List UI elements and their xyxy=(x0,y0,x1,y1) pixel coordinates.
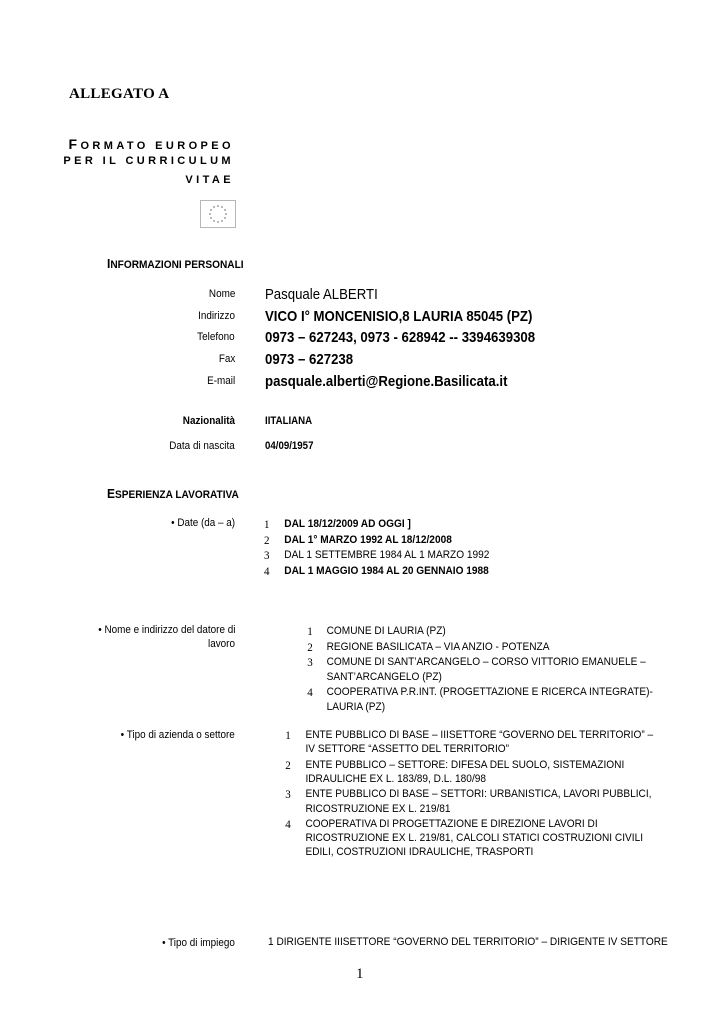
label-employer-line-1: • Nome e indirizzo del datore di xyxy=(97,624,235,636)
list-item-text: DAL 18/12/2009 AD OGGI ] xyxy=(284,518,411,530)
label-sector: • Tipo di azienda o settore xyxy=(120,729,235,741)
value-indirizzo: VICO I° MONCENISIO,8 LAURIA 85045 (PZ) xyxy=(265,308,533,325)
label-employer-line-2: lavoro xyxy=(208,638,235,650)
value-fax: 0973 – 627238 xyxy=(265,351,354,368)
list-item-text: RICOSTRUZIONE EX L. 219/81 xyxy=(305,802,451,815)
value-nome: Pasquale ALBERTI xyxy=(265,286,378,303)
eu-flag-icon xyxy=(200,200,236,228)
section-work-experience: ESPERIENZA LAVORATIVA xyxy=(107,486,239,501)
list-item-text: ENTE PUBBLICO – SETTORE: DIFESA DEL SUOLO, SISTEMAZIONI xyxy=(305,758,625,771)
value-email[interactable]: pasquale.alberti@Regione.Basilicata.it xyxy=(265,373,508,390)
cv-title-rest: ORMATO EUROPEO xyxy=(80,140,234,152)
list-item-number: 4 xyxy=(307,685,313,699)
list-item-number: 3 xyxy=(285,787,291,802)
cv-title-line-2: PER IL CURRICULUM xyxy=(63,155,234,167)
label-data-nascita: Data di nascita xyxy=(169,440,235,452)
list-item-number: 4 xyxy=(285,816,291,831)
list-item-text: COMUNE DI SANT’ARCANGELO – CORSO VITTORIO EMANUELE – xyxy=(326,656,646,668)
list-item-number: 2 xyxy=(285,757,291,772)
list-item-number: 3 xyxy=(307,655,313,669)
list-item-text: IV SETTORE “ASSETTO DEL TERRITORIO” xyxy=(305,743,510,756)
label-telefono: Telefono xyxy=(197,331,235,343)
value-telefono: 0973 – 627243, 0973 - 628942 -- 3394639308 xyxy=(265,329,536,346)
list-item-text: IDRAULICHE EX L. 183/89, D.L. 180/98 xyxy=(305,772,487,785)
value-nazionalita: IITALIANA xyxy=(265,415,313,427)
cv-title-line-1 xyxy=(69,136,235,152)
cv-title-line-3: VITAE xyxy=(185,174,234,186)
list-item-number: 3 xyxy=(264,548,270,562)
page-number: 1 xyxy=(356,966,364,982)
label-impiego: • Tipo di impiego xyxy=(162,937,235,949)
list-item-text: DAL 1 SETTEMBRE 1984 AL 1 MARZO 1992 xyxy=(284,549,490,561)
list-item-number: 1 xyxy=(264,517,270,531)
list-item-text: REGIONE BASILICATA – VIA ANZIO - POTENZA xyxy=(326,640,550,653)
allegato-heading: ALLEGATO A xyxy=(69,86,170,102)
list-item-text: COOPERATIVA DI PROGETTAZIONE E DIREZIONE LAVORI DI xyxy=(305,817,598,830)
list-item-number: 1 xyxy=(285,728,291,742)
value-data-nascita: 04/09/1957 xyxy=(265,440,314,452)
cv-title-cap: F xyxy=(68,136,81,152)
label-fax: Fax xyxy=(218,353,235,365)
list-item-text: DAL 1 MAGGIO 1984 AL 20 GENNAIO 1988 xyxy=(284,564,489,577)
label-date: • Date (da – a) xyxy=(171,517,235,529)
label-indirizzo: Indirizzo xyxy=(198,310,235,322)
list-item-text: COOPERATIVA P.R.INT. (PROGETTAZIONE E RICERCA INTEGRATE)- xyxy=(326,686,653,698)
list-item-text: ENTE PUBBLICO DI BASE – IIISETTORE “GOVERNO DEL TERRITORIO” – xyxy=(305,729,654,741)
list-item-text: SANT’ARCANGELO (PZ) xyxy=(326,670,442,683)
label-nazionalita: Nazionalità xyxy=(182,415,235,427)
list-item-number: 4 xyxy=(264,563,270,578)
list-item-text: EDILI, COSTRUZIONI IDRAULICHE, TRASPORTI xyxy=(305,846,534,859)
list-item-number: 2 xyxy=(307,639,313,654)
list-item-number: 2 xyxy=(264,532,270,547)
list-item-text: ENTE PUBBLICO DI BASE – SETTORI: URBANISTICA, LAVORI PUBBLICI, xyxy=(305,788,652,801)
label-email: E-mail xyxy=(206,375,235,387)
list-item-number: 1 xyxy=(307,624,313,638)
list-item-text: COMUNE DI LAURIA (PZ) xyxy=(326,625,446,637)
label-nome: Nome xyxy=(208,288,235,300)
section-personal-info: INFORMAZIONI PERSONALI xyxy=(107,256,244,271)
list-item-text: RICOSTRUZIONE EX L. 219/81, CALCOLI STATICI COSTRUZIONI CIVILI xyxy=(305,832,644,845)
value-impiego: 1 DIRIGENTE IIISETTORE “GOVERNO DEL TERRITORIO” – DIRIGENTE IV SETTORE xyxy=(268,936,668,948)
list-item-text: LAURIA (PZ) xyxy=(326,700,386,713)
list-item-text: DAL 1° MARZO 1992 AL 18/12/2008 xyxy=(284,533,452,546)
